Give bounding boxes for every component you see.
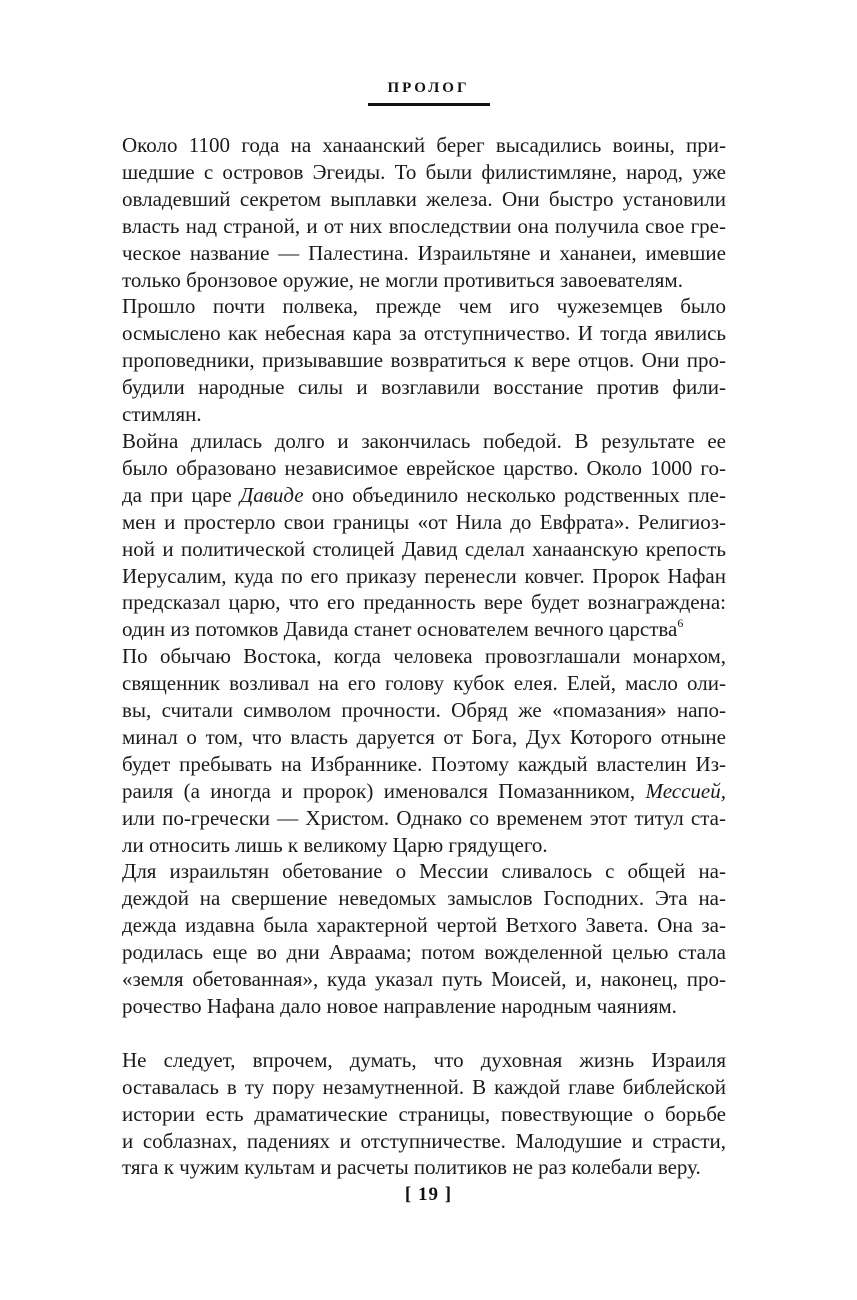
text-line: стимлян. xyxy=(122,402,202,427)
text-line: будет пребывать на Избраннике. Поэтому каждый властелин Из- xyxy=(122,751,726,776)
text-line: вы, считали символом прочности. Обряд же «помазания» напо- xyxy=(122,698,726,723)
text-line: Война длилась долго и закончилась победой. В результате ее xyxy=(122,428,726,453)
line-text: раиля (а иногда и пророк) именовался Помазанником, xyxy=(122,778,646,803)
text-line: ческое название — Палестина. Израильтяне и хананеи, имевшие xyxy=(122,240,726,265)
text-line: власть над страной, и от них впоследствии она получила свое гре- xyxy=(122,213,726,238)
page-number: [ 19 ] xyxy=(404,1184,453,1205)
paragraph xyxy=(122,1047,726,1182)
text-line: истории есть драматические страницы, повествующие о борьбе xyxy=(122,1101,726,1126)
text-line: ной и политической столицей Давид сделал ханаанскую крепость xyxy=(122,536,726,561)
text-line: или по-гречески — Христом. Однако со временем этот титул ста- xyxy=(122,805,726,830)
text-line: шедшие с островов Эгеиды. То были филистимляне, народ, уже xyxy=(122,159,726,184)
text-line: Иерусалим, куда по его приказу перенесли ковчег. Пророк Нафан xyxy=(122,563,726,588)
text-line: овладевший секретом выплавки железа. Они быстро установили xyxy=(122,186,726,211)
italic-term: Давиде xyxy=(239,482,304,507)
text-line: Прошло почти полвека, прежде чем иго чужеземцев было xyxy=(122,294,726,319)
text-line: рочество Нафана дало новое направление народным чаяниям. xyxy=(122,994,677,1018)
text-line: родилась еще во дни Авраама; потом вожделенной целью стала xyxy=(122,940,726,965)
text-line: будили народные силы и возглавили восстание против фили- xyxy=(122,375,726,400)
section-gap xyxy=(122,1020,726,1047)
text-line: только бронзовое оружие, не могли противиться завоевателям. xyxy=(122,267,683,292)
text-line: оставалась в ту пору незамутненной. В каждой главе библейской xyxy=(122,1074,726,1099)
text-line: священник возливал на его голову кубок елея. Елей, масло оли- xyxy=(122,671,726,696)
text-line: дежда издавна была характерной чертой Ветхого Завета. Она за- xyxy=(122,913,726,938)
line-text: один из потомков Давида станет основателем вечного царства xyxy=(122,617,678,642)
text-line: минал о том, что власть даруется от Бога, Дух Которого отныне xyxy=(122,724,726,749)
text-line: предсказал царю, что его преданность вере будет вознаграждена: xyxy=(122,590,726,615)
text-line: мен и простерло свои границы «от Нила до Евфрата». Религиоз- xyxy=(122,509,726,534)
text-line xyxy=(122,482,726,509)
text-line: По обычаю Востока, когда человека провозглашали монархом, xyxy=(122,644,726,669)
text-line: Не следует, впрочем, думать, что духовная жизнь Израиля xyxy=(122,1047,726,1072)
text-line: и соблазнах, падениях и отступничестве. Малодушие и страсти, xyxy=(122,1128,726,1153)
paragraph xyxy=(122,428,726,643)
paragraph xyxy=(122,293,726,428)
body-text xyxy=(122,132,726,1181)
text-line: было образовано независимое еврейское царство. Около 1000 го- xyxy=(122,455,726,480)
text-line: тяга к чужим культам и расчеты политиков не раз колебали веру. xyxy=(122,1155,701,1180)
footnote-marker: 6 xyxy=(677,616,684,631)
text-line: ли относить лишь к великому Царю грядущего. xyxy=(122,832,548,857)
italic-term: Мессией, xyxy=(645,778,726,803)
text-line: «земля обетованная», куда указал путь Моисей, и, наконец, про- xyxy=(122,967,726,992)
text-line xyxy=(122,616,726,643)
text-line: Около 1100 года на ханаанский берег высадились воины, при- xyxy=(122,133,726,157)
header-rule xyxy=(368,103,490,106)
text-line: осмыслено как небесная кара за отступничество. И тогда явились xyxy=(122,321,726,346)
running-header xyxy=(0,80,857,106)
paragraph xyxy=(122,858,726,1019)
text-line xyxy=(122,778,726,805)
line-text: оно объединило несколько родственных пле- xyxy=(303,482,726,507)
line-text: да при царе xyxy=(122,482,240,507)
text-line: Для израильтян обетование о Мессии сливалось с общей на- xyxy=(122,859,726,884)
paragraph xyxy=(122,132,726,293)
text-line: проповедники, призывавшие возвратиться к вере отцов. Они про- xyxy=(122,348,726,373)
paragraph xyxy=(122,643,726,858)
text-line: деждой на свершение неведомых замыслов Господних. Эта на- xyxy=(122,886,726,911)
chapter-title: ПРОЛОГ xyxy=(387,80,470,96)
